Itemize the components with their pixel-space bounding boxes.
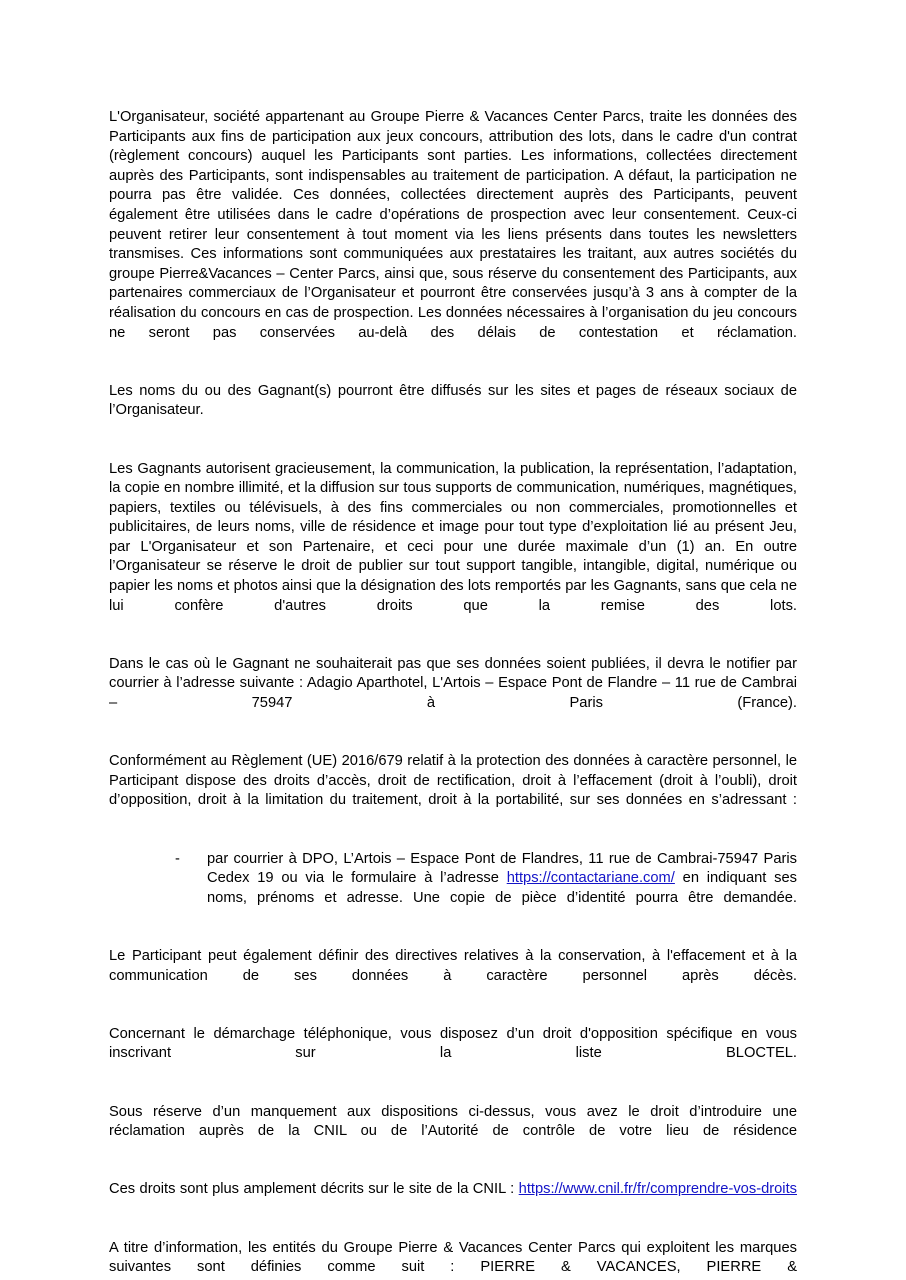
- paragraph-rgpd-droits: Conformément au Règlement (UE) 2016/679 relatif à la protection des données à caractère personnel, le Participant dispose des droits d’accès, droit de rectification, droit à l’effacement (droit à l’oubli), droit d’opposition, droit à la limitation du traitement, droit à la portabilité, sur ses données en s’adressant :: [109, 753, 797, 809]
- cnil-text-before-link: Ces droits sont plus amplement décrits sur le site de la CNIL :: [109, 1181, 519, 1198]
- paragraph-noms-gagnants: Les noms du ou des Gagnant(s) pourront être diffusés sur les sites et pages de réseaux sociaux de l’Organisateur.: [109, 382, 797, 419]
- paragraph-entites-marques: A titre d’information, les entités du Groupe Pierre & Vacances Center Parcs qui exploitent les marques suivantes sont définies comme suit : PIERRE & VACANCES, PIERRE &: [109, 1239, 797, 1276]
- paragraph-reclamation-cnil: Sous réserve d’un manquement aux dispositions ci-dessus, vous avez le droit d’introduire une réclamation auprès de la CNIL ou de l’Autorité de contrôle de votre lieu de résidence: [109, 1103, 797, 1140]
- paragraph-demarchage-bloctel: Concernant le démarchage téléphonique, vous disposez d’un droit d'opposition spécifique en vous inscrivant sur la liste BLOCTEL.: [109, 1025, 797, 1062]
- contactariane-link[interactable]: https://contactariane.com/: [506, 870, 675, 887]
- list-item-text-before-link: par courrier à DPO, L’Artois – Espace Pont de Flandres, 11 rue de Cambrai-75947 Paris Cedex 19 ou via le formulaire à l’adresse: [207, 850, 797, 887]
- paragraph-opposition-publication: Dans le cas où le Gagnant ne souhaiterait pas que ses données soient publiées, il devra le notifier par courrier à l’adresse suivante : Adagio Aparthotel, L'Artois – Espace Pont de Flandre – 11 rue de Cambrai – 75947 à Paris (France).: [109, 655, 797, 712]
- dash-bullet-marker: -: [175, 850, 180, 867]
- paragraph-organisateur-donnees: L'Organisateur, société appartenant au Groupe Pierre & Vacances Center Parcs, traite les données des Participants aux fins de participation aux jeux concours, attribution des lots, dans le cadre d'un contrat (règlement concours) auquel les Participants sont parties. Les informations, collectées directement auprès des Participants, sont indispensables au traitement de participation. A défaut, la participation ne pourra pas être validée. Ces données, collectées directement auprès des Participants, peuvent également être utilisées dans le cadre d’opérations de prospection avec leur consentement. Ceux-ci peuvent retirer leur consentement à tout moment via les liens présents dans toutes les newsletters transmises. Ces informations sont communiquées aux prestataires les traitant, aux autres sociétés du groupe Pierre&Vacances – Center Parcs, ainsi que, sous réserve du consentement des Participants, aux partenaires commerciaux de l’Organisateur et pourront être conservées jusqu’à 3 ans à compter de la réalisation du concours en cas de prospection. Les données nécessaires à l’organisation du jeu concours ne seront pas conservées au-delà des délais de contestation et réclamation.: [109, 109, 797, 341]
- cnil-link[interactable]: https://www.cnil.fr/fr/comprendre-vos-droits: [518, 1181, 797, 1198]
- paragraph-cnil-lien: [109, 1180, 797, 1219]
- paragraph-directives-deces: Le Participant peut également définir des directives relatives à la conservation, à l'effacement et à la communication de ses données à caractère personnel après décès.: [109, 947, 797, 984]
- list-item-dpo-courrier: [109, 850, 797, 928]
- document-body: [109, 108, 797, 1280]
- rights-contact-list: [109, 850, 797, 928]
- list-item-text-after-link: en indiquant ses noms, prénoms et adresse. Une copie de pièce d’identité pourra être demandée.: [207, 870, 797, 906]
- paragraph-autorisation-image: Les Gagnants autorisent gracieusement, la communication, la publication, la représentation, l’adaptation, la copie en nombre illimité, et la diffusion sur tous supports de communication, numériques, magnétiques, papiers, textiles ou télévisuels, à des fins commerciales ou non commerciales, promotionnelles et publicitaires, de leurs noms, ville de résidence et image pour tout type d’exploitation lié au présent Jeu, par L'Organisateur et son Partenaire, et ceci pour une durée maximale d’un (1) an. En outre l’Organisateur se réserve le droit de publier sur tout support tangible, intangible, digital, numérique ou papier les noms et photos ainsi que la désignation des lots remportés par les Gagnants, sans que cela ne lui confère d'autres droits que la remise des lots.: [109, 460, 797, 614]
